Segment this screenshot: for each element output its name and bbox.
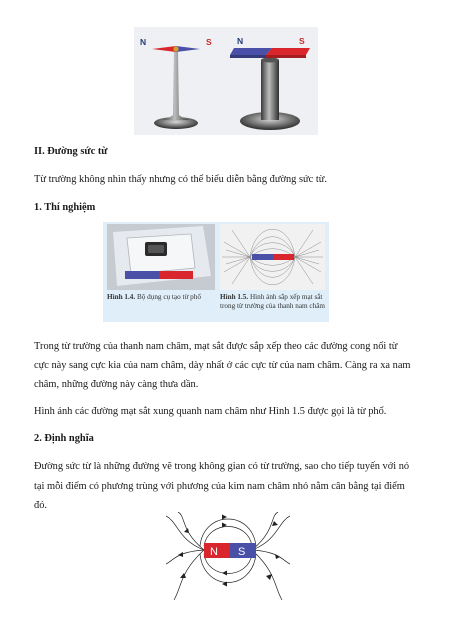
figure-14-magnet-south (125, 271, 159, 279)
field-n-label: N (210, 546, 218, 558)
field-s-label: S (238, 546, 246, 558)
intro-text: Từ trường không nhìn thấy nhưng có thể biểu diễn bằng đường sức từ. (34, 174, 327, 185)
compass-s-label: S (206, 37, 212, 47)
figure-14-text: Bộ dụng cụ tạo từ phổ (135, 293, 201, 301)
figure-15-caption (220, 293, 326, 311)
compass-pole (162, 51, 190, 120)
experiment-title: 1. Thí nghiệm (34, 202, 96, 213)
magnet-stands-illustration (134, 27, 318, 135)
top-figure (134, 27, 318, 135)
figure-15-label: Hình 1.5. (220, 293, 249, 301)
definition-line-3: đó. (34, 500, 47, 511)
bar-n-label: N (237, 36, 244, 46)
figure-15-text: Hình ảnh sắp xếp mạt sắt trong từ trường của thanh nam châm (220, 293, 326, 310)
bar-stand-pole (261, 60, 279, 120)
bar-magnet-south (266, 48, 310, 55)
figure-15-magnet-south (252, 254, 273, 260)
paragraph-2: Hình ảnh các đường mạt sắt xung quanh nam châm như Hình 1.5 được gọi là từ phổ. (34, 406, 387, 417)
compass-needle-north (152, 46, 176, 52)
figure-14-caption (107, 293, 215, 302)
figure-15-magnet-north (273, 254, 294, 260)
definition-title: 2. Định nghĩa (34, 433, 94, 444)
figure-14-image (107, 224, 215, 290)
figure-15-image (220, 224, 325, 290)
paragraph-1-line-3: châm, những đường này càng thưa dần. (34, 379, 199, 390)
section-title: II. Đường sức từ (34, 146, 108, 157)
definition-line-2: tại mỗi điểm có phương trùng với phương của kim nam châm nhỏ nằm cân bằng tại điểm (34, 481, 405, 492)
field-lines-diagram (166, 512, 290, 602)
bar-s-label: S (299, 36, 305, 46)
bar-magnet-north (230, 48, 272, 55)
figure-14-magnet-north (159, 271, 193, 279)
definition-line-1: Đường sức từ là những đường vẽ trong không gian có từ trường, sao cho tiếp tuyến với nó (34, 461, 410, 472)
paragraph-1-line-1: Trong từ trường của thanh nam châm, mạt sắt được sắp xếp theo các đường cong nối từ (34, 341, 398, 352)
compass-n-label: N (140, 37, 147, 47)
compass-needle-south (176, 46, 200, 52)
paragraph-1-line-2: cực này sang cực kia của nam châm, dày nhất ở các cực từ của nam châm. Càng ra xa nam (34, 360, 411, 371)
figure-14-label: Hình 1.4. (107, 293, 136, 301)
experiment-figure (103, 222, 329, 322)
